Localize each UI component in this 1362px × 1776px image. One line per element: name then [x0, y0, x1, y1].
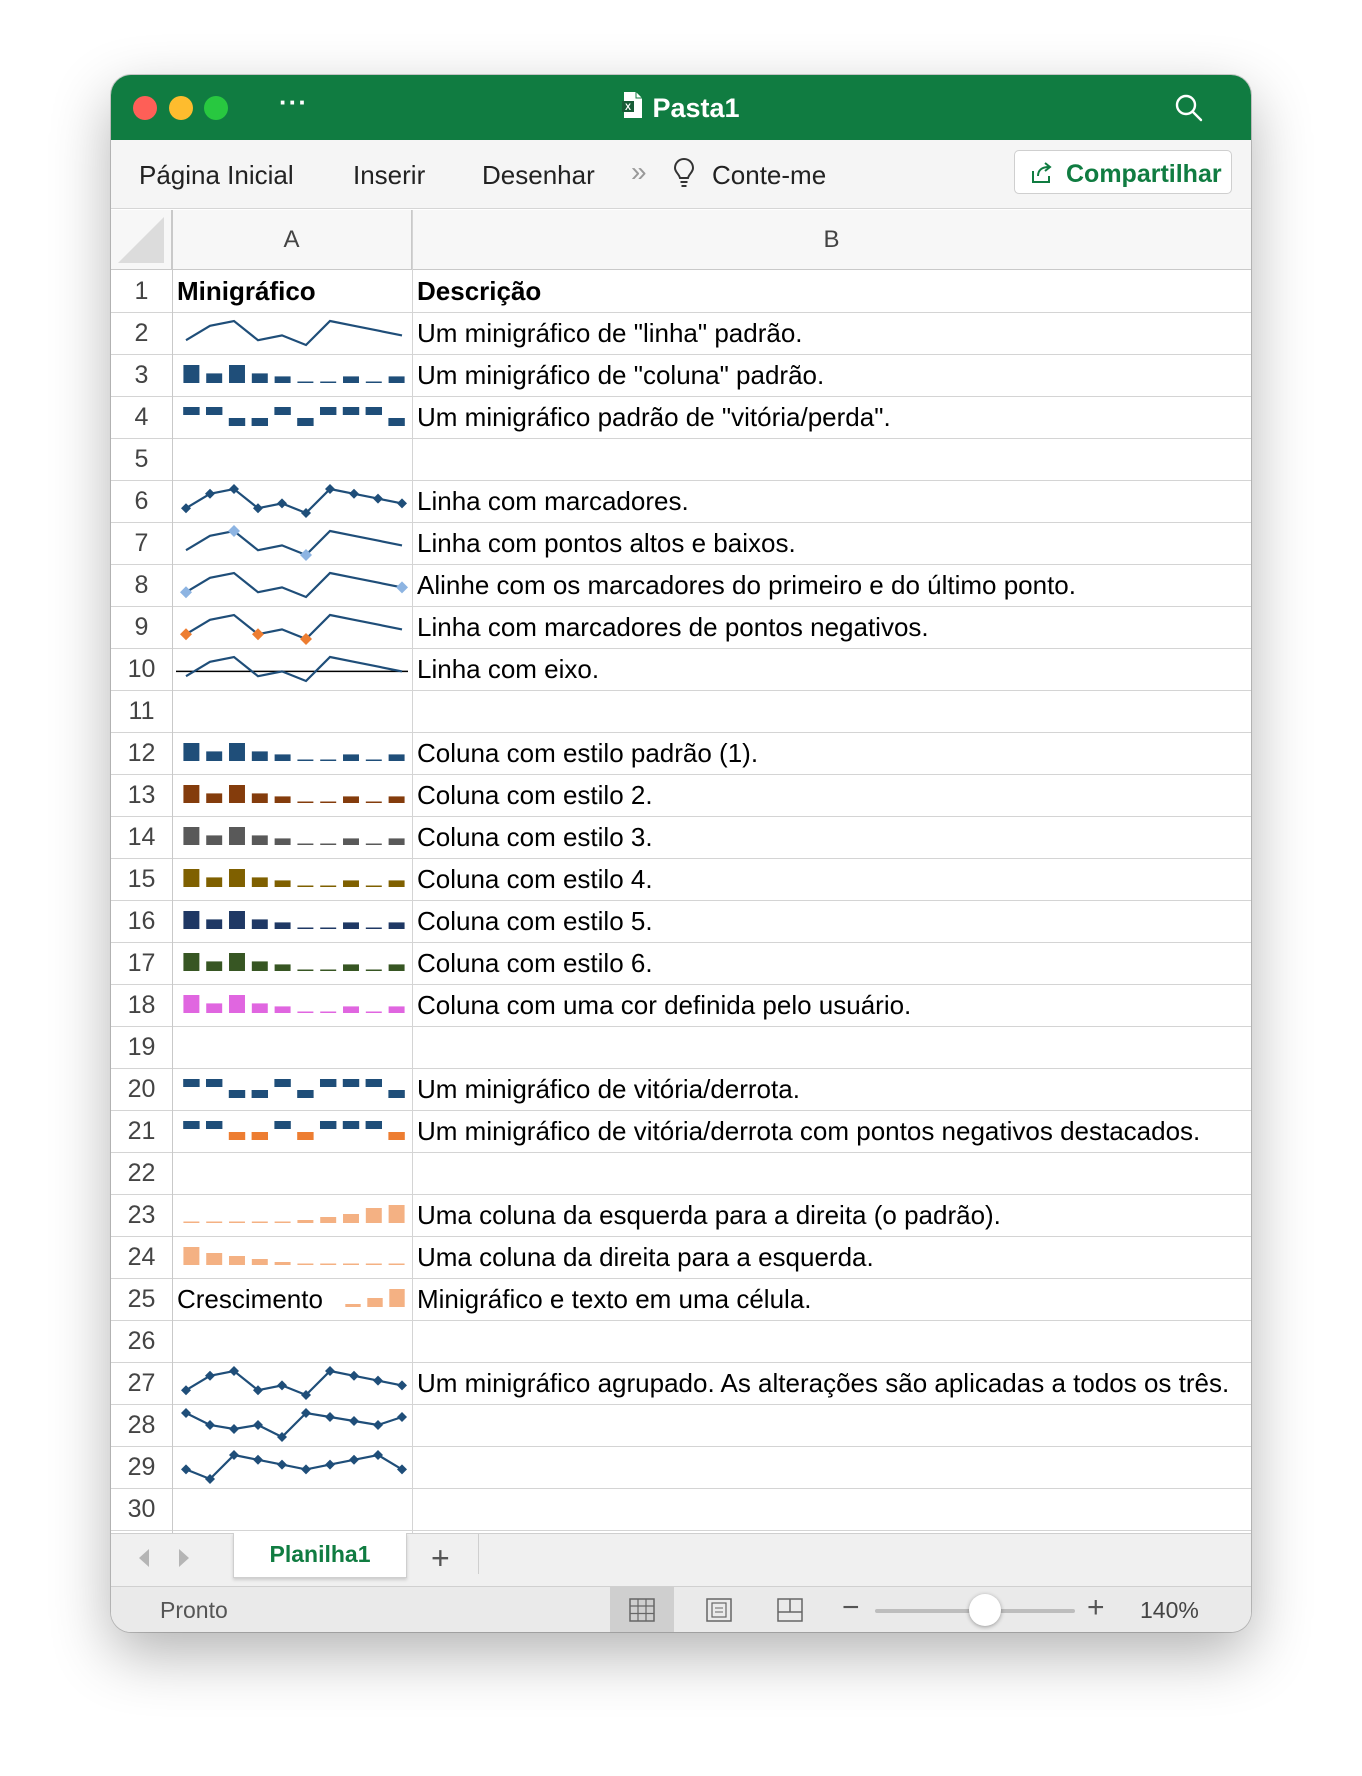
sparkline-column — [252, 1222, 268, 1224]
cell-b[interactable]: Um minigráfico de "linha" padrão. — [417, 318, 803, 348]
sparkline-marker — [373, 1420, 383, 1430]
sparkline-marker — [325, 1412, 335, 1422]
sparkline-marker — [205, 1371, 215, 1381]
sparkline-column — [183, 785, 199, 803]
sparkline-column — [320, 382, 336, 384]
sparkline-column — [367, 1298, 382, 1307]
sparkline-winloss-bar — [274, 1121, 290, 1129]
sparkline-column — [275, 376, 291, 383]
sparkline-column — [275, 880, 291, 887]
sparkline-column — [183, 743, 199, 761]
sparkline-line — [186, 1413, 402, 1437]
lightbulb-icon — [672, 156, 696, 195]
cell-b[interactable]: Coluna com estilo padrão (1). — [417, 738, 759, 768]
sparkline-winloss-bar — [252, 1132, 268, 1140]
zoom-level: 140% — [1140, 1597, 1199, 1623]
share-icon — [1029, 160, 1055, 193]
sparkline-column — [366, 1208, 382, 1223]
sparkline-column — [320, 1264, 336, 1266]
row-header[interactable]: 20 — [127, 1075, 156, 1103]
sparkline-column — [297, 1012, 313, 1014]
cell-b[interactable] — [417, 1320, 1248, 1362]
sparkline-line — [186, 1371, 402, 1395]
sparkline-marker — [397, 1380, 407, 1390]
sparkline-winloss-bar — [206, 1079, 222, 1087]
more-options-icon[interactable]: ··· — [279, 87, 308, 117]
sparkline-column — [389, 922, 405, 929]
sparkline-column — [229, 911, 245, 929]
cell-b[interactable]: Coluna com estilo 2. — [417, 780, 653, 810]
sparkline-column — [275, 922, 291, 929]
sparkline-winloss-bar — [297, 1090, 313, 1098]
row-header[interactable]: 6 — [134, 487, 149, 515]
sparkline-column — [252, 1003, 268, 1013]
sparkline-column — [320, 802, 336, 804]
cell-b[interactable] — [417, 438, 1248, 480]
sparkline-column — [297, 802, 313, 804]
cell-b[interactable]: Um minigráfico de vitória/derrota. — [417, 1074, 800, 1104]
overflow-chevron-icon[interactable]: » — [631, 156, 647, 187]
sparkline-winloss-bar — [252, 1090, 268, 1098]
row-header[interactable]: 28 — [127, 1411, 156, 1439]
sparkline-column — [229, 827, 245, 845]
row-header[interactable]: 2 — [134, 319, 149, 347]
cell-b[interactable]: Linha com pontos altos e baixos. — [417, 528, 796, 558]
zoom-out-button[interactable]: − — [842, 1591, 860, 1624]
row-header[interactable]: 30 — [127, 1495, 156, 1523]
sparkline-column — [252, 751, 268, 761]
sparkline-marker — [180, 628, 192, 640]
sparkline-line — [186, 573, 402, 597]
row-header[interactable]: 25 — [127, 1285, 156, 1313]
row-header[interactable]: 29 — [127, 1453, 156, 1481]
sparkline-column — [389, 1289, 404, 1307]
sparkline-column — [297, 886, 313, 888]
header-cell-descricao[interactable]: Descrição — [417, 276, 542, 306]
add-sheet-button[interactable]: + — [431, 1540, 450, 1576]
sparkline-column — [366, 970, 382, 972]
sparkline-marker — [396, 581, 408, 593]
zoom-in-button[interactable]: + — [1087, 1591, 1105, 1624]
sparkline-winloss-bar — [183, 1079, 199, 1087]
sparkline-marker — [277, 1380, 287, 1390]
cell-b[interactable]: Uma coluna da esquerda para a direita (o padrão). — [417, 1200, 1001, 1230]
sparkline-column — [206, 1222, 222, 1224]
sparkline-column — [183, 365, 199, 383]
sparkline-column — [206, 1003, 222, 1013]
sparkline-marker — [349, 489, 359, 499]
row-header[interactable]: 11 — [128, 697, 155, 725]
row-header[interactable]: 4 — [134, 403, 149, 431]
sparkline-column — [389, 964, 405, 971]
row-header[interactable]: 9 — [134, 613, 149, 641]
sparkline-column — [343, 838, 359, 845]
sparkline-column — [275, 1262, 291, 1265]
share-button[interactable] — [1014, 150, 1232, 194]
cell-b[interactable] — [417, 690, 1248, 732]
sparkline-winloss-bar — [343, 1079, 359, 1087]
sparkline-winloss-bar — [366, 1079, 382, 1087]
sparkline-column — [343, 922, 359, 929]
cell-b[interactable]: Minigráfico e texto em uma célula. — [417, 1284, 812, 1314]
cell-b[interactable]: Coluna com estilo 6. — [417, 948, 653, 978]
sparkline-marker — [397, 498, 407, 508]
sparkline-column — [389, 880, 405, 887]
cell-a[interactable]: Crescimento — [177, 1284, 323, 1314]
row-header[interactable]: 1 — [134, 277, 149, 305]
sparkline-marker — [301, 1464, 311, 1474]
sparkline-winloss-bar — [229, 1132, 245, 1140]
sparkline-marker — [229, 1424, 239, 1434]
sparkline-winloss-bar — [320, 1079, 336, 1087]
sparkline-marker — [277, 1460, 287, 1470]
sparkline-column — [366, 886, 382, 888]
sparkline-column — [320, 760, 336, 762]
sparkline-column — [366, 760, 382, 762]
sparkline-marker — [349, 1371, 359, 1381]
sparkline-column — [229, 953, 245, 971]
sparkline-winloss-bar — [297, 418, 313, 426]
sparkline-column — [229, 1222, 245, 1224]
row-header[interactable]: 18 — [127, 991, 156, 1019]
row-header[interactable]: 10 — [127, 655, 156, 683]
sparkline-column — [229, 995, 245, 1013]
row-header[interactable]: 8 — [134, 571, 149, 599]
sparkline-winloss-bar — [343, 407, 359, 415]
sparkline-column — [275, 1006, 291, 1013]
sparkline-column — [275, 838, 291, 845]
window-title-group — [111, 91, 1251, 126]
sparkline-column — [343, 376, 359, 383]
sparkline-marker — [325, 1460, 335, 1470]
sparkline-winloss-bar — [366, 407, 382, 415]
row-header[interactable]: 12 — [127, 739, 156, 767]
sparkline-marker — [180, 586, 192, 598]
sparkline-line — [186, 489, 402, 513]
sparkline-marker — [181, 1408, 191, 1418]
column-header-a[interactable]: A — [172, 210, 412, 270]
sparkline-column — [183, 953, 199, 971]
cell-b[interactable] — [417, 1446, 1248, 1488]
sparkline-winloss-bar — [388, 1090, 404, 1098]
sparkline-column — [343, 880, 359, 887]
row-header[interactable]: 26 — [127, 1327, 156, 1355]
sparkline-winloss-bar — [229, 418, 245, 426]
sparkline-column — [275, 964, 291, 971]
sparkline-marker — [205, 1420, 215, 1430]
sparkline-column — [343, 796, 359, 803]
sparkline-column — [229, 365, 245, 383]
sheet-tab-bar — [111, 1533, 1251, 1587]
row-header[interactable]: 3 — [134, 361, 149, 389]
sparkline-line — [186, 531, 402, 555]
row-header[interactable]: 14 — [127, 823, 156, 851]
cell-b[interactable]: Um minigráfico de "coluna" padrão. — [417, 360, 825, 390]
status-bar — [111, 1586, 1251, 1632]
sparkline-winloss-bar — [297, 1132, 313, 1140]
row-header[interactable]: 13 — [127, 781, 156, 809]
sparkline-column — [252, 961, 268, 971]
sparkline-column — [183, 1247, 199, 1265]
sparkline-marker — [253, 1455, 263, 1465]
sparkline-column — [252, 919, 268, 929]
column-gridline — [412, 210, 413, 1533]
select-all-corner[interactable] — [111, 210, 172, 270]
row-header[interactable]: 27 — [127, 1369, 156, 1397]
row-header[interactable]: 5 — [134, 445, 149, 473]
sparkline-column — [275, 754, 291, 761]
grid-view-icon — [629, 1598, 655, 1622]
sparkline-line — [186, 657, 402, 681]
sparkline-winloss-bar — [206, 407, 222, 415]
tab-desenhar[interactable]: Desenhar — [482, 160, 595, 190]
sparkline-column — [297, 1264, 313, 1266]
sparkline-column — [320, 1217, 336, 1223]
sparkline-column — [206, 751, 222, 761]
window-title: Pasta1 — [652, 93, 740, 123]
sparkline-column — [229, 785, 245, 803]
tab-pagina-inicial[interactable]: Página Inicial — [139, 160, 294, 190]
cell-b[interactable] — [417, 1152, 1248, 1194]
sparkline-winloss-bar — [183, 407, 199, 415]
sparkline-column — [366, 928, 382, 930]
sparkline-marker — [349, 1455, 359, 1465]
sparkline-winloss-bar — [274, 1079, 290, 1087]
sparkline-line — [186, 615, 402, 639]
sparkline-column — [297, 970, 313, 972]
sparkline-column — [206, 919, 222, 929]
sparkline-column — [389, 796, 405, 803]
svg-text:X: X — [625, 102, 632, 112]
row-header[interactable]: 23 — [127, 1201, 156, 1229]
tab-divider — [478, 1534, 479, 1574]
cell-b[interactable]: Linha com marcadores de pontos negativos. — [417, 612, 929, 642]
cell-b[interactable]: Uma coluna da direita para a esquerda. — [417, 1242, 874, 1272]
sparkline-winloss-bar — [252, 418, 268, 426]
sparkline-column — [366, 1264, 382, 1266]
row-header[interactable]: 16 — [127, 907, 156, 935]
sparkline-marker — [253, 1420, 263, 1430]
sparkline-marker — [277, 498, 287, 508]
tell-me-search[interactable]: Conte-me — [712, 160, 827, 190]
sparkline-column — [320, 970, 336, 972]
sparkline-marker — [373, 1450, 383, 1460]
sparkline-column — [297, 760, 313, 762]
header-cell-minigrafico[interactable]: Minigráfico — [177, 276, 316, 306]
sparkline-column — [252, 373, 268, 383]
sparkline-column — [183, 827, 199, 845]
sparkline-winloss-bar — [206, 1121, 222, 1129]
sparkline-column — [389, 754, 405, 761]
sparkline-column — [320, 1012, 336, 1014]
row-header[interactable]: 24 — [127, 1243, 156, 1271]
scroll-right-icon[interactable] — [177, 1548, 191, 1573]
sparkline-winloss-bar — [388, 1132, 404, 1140]
title-bar — [111, 75, 1251, 140]
sparkline-column — [320, 886, 336, 888]
sparkline-marker — [397, 1464, 407, 1474]
normal-view-button[interactable] — [610, 1587, 674, 1632]
cell-b[interactable]: Linha com marcadores. — [417, 486, 689, 516]
sparkline-column — [366, 382, 382, 384]
sparkline-marker — [373, 1376, 383, 1386]
cell-b[interactable] — [417, 1404, 1248, 1446]
cell-b[interactable]: Um minigráfico padrão de "vitória/perda". — [417, 402, 891, 432]
sparkline-column — [206, 961, 222, 971]
cell-b[interactable]: Coluna com estilo 5. — [417, 906, 653, 936]
sparkline-column — [343, 754, 359, 761]
sparkline-column — [389, 1264, 405, 1266]
sparkline-column — [320, 844, 336, 846]
sparkline-column — [297, 1220, 313, 1223]
sparkline-column — [320, 928, 336, 930]
status-text: Pronto — [160, 1597, 228, 1623]
cell-b[interactable]: Um minigráfico agrupado. As alterações são aplicadas a todos os três. — [417, 1368, 1230, 1398]
sheet-tab-planilha1[interactable]: Planilha1 — [233, 1533, 407, 1578]
row-header[interactable]: 19 — [127, 1033, 156, 1061]
sparkline-winloss-bar — [183, 1121, 199, 1129]
row-header[interactable]: 15 — [127, 865, 156, 893]
sparkline-winloss-bar — [320, 407, 336, 415]
sparkline-winloss-bar — [388, 418, 404, 426]
sparkline-marker — [349, 1416, 359, 1426]
tab-inserir[interactable]: Inserir — [353, 160, 426, 190]
cell-b[interactable]: Coluna com uma cor definida pelo usuário. — [417, 990, 912, 1020]
sparkline-line — [186, 1455, 402, 1479]
excel-file-icon — [622, 91, 644, 126]
sparkline-column — [366, 844, 382, 846]
sparkline-winloss-bar — [229, 1090, 245, 1098]
sparkline-marker — [181, 1385, 191, 1395]
sparkline-column — [252, 793, 268, 803]
search-icon[interactable] — [1174, 93, 1204, 128]
row-header[interactable]: 21 — [127, 1117, 156, 1145]
share-label: Compartilhar — [1066, 160, 1222, 188]
ribbon — [111, 140, 1251, 209]
cell-b[interactable] — [417, 1488, 1248, 1530]
page-break-view-icon[interactable] — [777, 1598, 803, 1627]
sparkline-winloss-bar — [274, 407, 290, 415]
sparkline-column — [389, 838, 405, 845]
sparkline-column — [297, 382, 313, 384]
sparkline-column — [252, 1259, 268, 1265]
row-header[interactable]: 22 — [127, 1159, 156, 1187]
worksheet-grid[interactable] — [111, 210, 1251, 1533]
sparkline-marker — [397, 1412, 407, 1422]
sparkline-column — [297, 844, 313, 846]
zoom-slider-thumb[interactable] — [969, 1594, 1001, 1626]
sparkline-marker — [205, 489, 215, 499]
sparkline-column — [345, 1304, 360, 1307]
sparkline-column — [183, 995, 199, 1013]
row-header[interactable]: 7 — [134, 529, 149, 557]
sparkline-winloss-bar — [320, 1121, 336, 1129]
sparkline-column — [343, 964, 359, 971]
cell-b[interactable]: Alinhe com os marcadores do primeiro e do último ponto. — [417, 570, 1076, 600]
sparkline-column — [366, 802, 382, 804]
sparkline-column — [229, 1256, 245, 1265]
sparkline-column — [229, 869, 245, 887]
cell-b[interactable]: Coluna com estilo 4. — [417, 864, 653, 894]
sparkline-column — [252, 835, 268, 845]
sparkline-column — [366, 1012, 382, 1014]
sparkline-column — [389, 1006, 405, 1013]
sparkline-column — [343, 1264, 359, 1266]
sparkline-column — [389, 1205, 405, 1223]
sparklines-layer — [172, 210, 412, 1533]
column-header-b[interactable]: B — [412, 210, 1251, 270]
sparkline-column — [275, 1222, 291, 1224]
cell-b[interactable] — [417, 1026, 1248, 1068]
sparkline-column — [183, 1222, 199, 1224]
sparkline-column — [297, 928, 313, 930]
excel-window — [111, 75, 1251, 1632]
sparkline-column — [275, 796, 291, 803]
sparkline-column — [206, 1253, 222, 1265]
sparkline-column — [206, 793, 222, 803]
sparkline-marker — [181, 503, 191, 513]
cell-b[interactable]: Um minigráfico de vitória/derrota com pontos negativos destacados. — [417, 1116, 1201, 1146]
sparkline-column — [183, 869, 199, 887]
sparkline-line — [186, 321, 402, 345]
row-header[interactable]: 17 — [127, 949, 156, 977]
page-layout-view-icon[interactable] — [706, 1598, 732, 1627]
cell-b[interactable]: Coluna com estilo 3. — [417, 822, 653, 852]
sparkline-marker — [181, 1464, 191, 1474]
sparkline-column — [206, 877, 222, 887]
sparkline-column — [206, 835, 222, 845]
cell-b[interactable]: Linha com eixo. — [417, 654, 600, 684]
sparkline-column — [343, 1214, 359, 1223]
sparkline-marker — [373, 494, 383, 504]
sparkline-column — [343, 1006, 359, 1013]
sparkline-column — [183, 911, 199, 929]
sparkline-winloss-bar — [343, 1121, 359, 1129]
zoom-slider[interactable] — [875, 1609, 1075, 1613]
sparkline-column — [389, 376, 405, 383]
scroll-left-icon[interactable] — [137, 1548, 151, 1573]
sparkline-column — [206, 373, 222, 383]
sparkline-winloss-bar — [366, 1121, 382, 1129]
sparkline-column — [229, 743, 245, 761]
sparkline-column — [252, 877, 268, 887]
